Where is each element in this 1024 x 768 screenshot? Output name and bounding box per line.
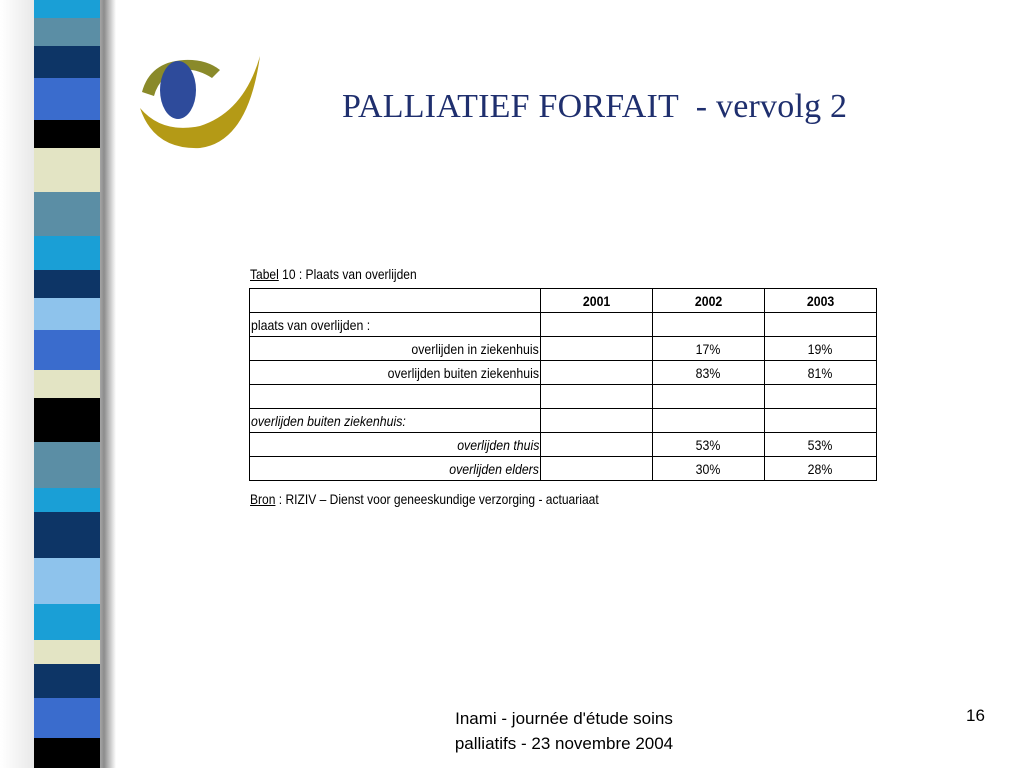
table-row (250, 385, 877, 409)
table-source (250, 491, 599, 507)
stripe (34, 120, 100, 148)
row-label: overlijden buiten ziekenhuis (250, 361, 541, 385)
table-row (250, 409, 877, 433)
source-prefix: Bron (250, 491, 276, 507)
stripe (34, 512, 100, 558)
row-label (250, 385, 541, 409)
row-label: overlijden in ziekenhuis (250, 337, 541, 361)
source-text: : RIZIV – Dienst voor geneeskundige verzorging - actuariaat (275, 491, 599, 507)
stripe (34, 298, 100, 330)
stripe (34, 738, 100, 768)
header-cell (250, 289, 541, 313)
table-cell (653, 409, 765, 433)
footer-line: palliatifs - 23 novembre 2004 (454, 734, 674, 753)
table-cell (541, 385, 653, 409)
table-row (250, 313, 877, 337)
stripe (34, 192, 100, 236)
row-label: overlijden elders (250, 457, 541, 481)
stripe (34, 698, 100, 738)
stripe (34, 398, 100, 442)
table-row (250, 361, 877, 385)
header-cell: 2003 (765, 289, 877, 313)
table-row (250, 433, 877, 457)
stripe (34, 640, 100, 664)
table-cell (765, 385, 877, 409)
stripe (34, 442, 100, 488)
row-label: overlijden thuis (250, 433, 541, 457)
table-cell: 53% (765, 433, 877, 457)
left-decorative-stripes (34, 0, 100, 768)
death-location-table (249, 288, 877, 481)
table-row (250, 457, 877, 481)
stripe (34, 78, 100, 120)
stripe (34, 236, 100, 270)
footer-line: Inami - journée d'étude soins (455, 709, 673, 728)
caption-text: 10 : Plaats van overlijden (278, 266, 417, 282)
table-cell (541, 337, 653, 361)
table-cell: 83% (653, 361, 765, 385)
table-cell: 30% (653, 457, 765, 481)
stripe (34, 330, 100, 370)
stripe (34, 664, 100, 698)
logo-blue-oval (160, 61, 196, 119)
caption-prefix: Tabel (250, 266, 279, 282)
table-cell (765, 409, 877, 433)
row-label: plaats van overlijden : (250, 313, 541, 337)
table-cell (765, 313, 877, 337)
table-cell (541, 313, 653, 337)
stripe (34, 558, 100, 604)
header-cell: 2001 (541, 289, 653, 313)
header-cell: 2002 (653, 289, 765, 313)
table-cell (653, 313, 765, 337)
slide-title: PALLIATIEF FORFAIT - vervolg 2 (342, 88, 848, 125)
stripe (34, 46, 100, 78)
table-cell: 17% (653, 337, 765, 361)
stripe (34, 270, 100, 298)
stripe (34, 148, 100, 192)
table-cell (653, 385, 765, 409)
table-cell: 19% (765, 337, 877, 361)
stripe (34, 604, 100, 640)
stripe (34, 0, 100, 18)
stripe (34, 18, 100, 46)
page-number: 16 (966, 706, 985, 725)
table-cell (541, 409, 653, 433)
table-cell: 81% (765, 361, 877, 385)
table-row (250, 337, 877, 361)
table-cell: 28% (765, 457, 877, 481)
table-cell (541, 457, 653, 481)
table-cell (541, 433, 653, 457)
table-cell (541, 361, 653, 385)
table-header-row (250, 289, 877, 313)
row-label: overlijden buiten ziekenhuis: (250, 409, 541, 433)
stripe (34, 488, 100, 512)
stripe (34, 370, 100, 398)
table-caption (250, 266, 417, 282)
inami-logo (136, 54, 264, 152)
slide-footer (414, 706, 714, 756)
table-cell: 53% (653, 433, 765, 457)
